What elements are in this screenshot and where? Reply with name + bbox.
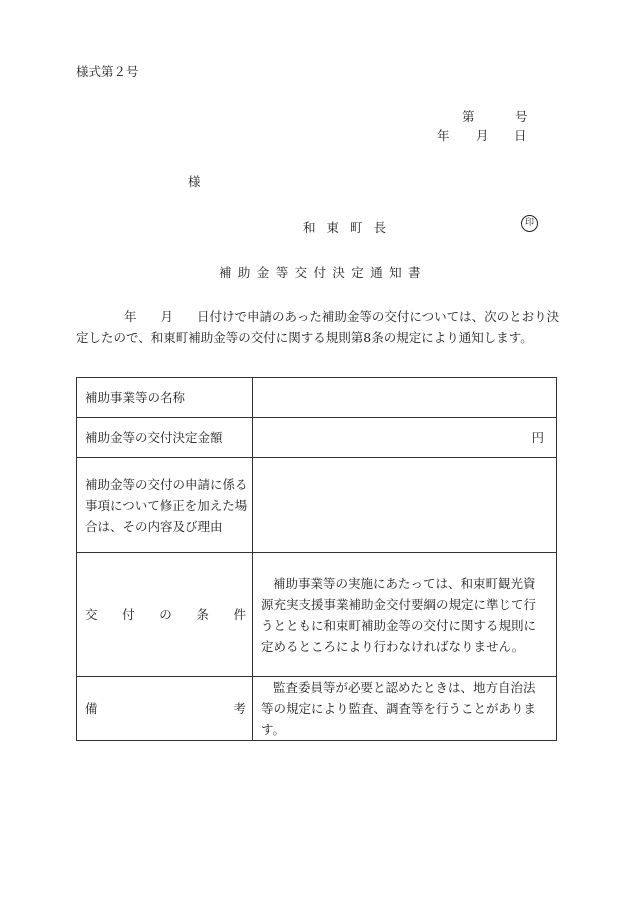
notice-body <box>76 306 560 348</box>
label-char: 件 <box>233 607 246 622</box>
recipient-honorific: 様 <box>188 174 201 189</box>
label-char: 付 <box>122 607 135 622</box>
label-char: の <box>159 607 172 622</box>
table-row-label: 補助金等の交付決定金額 <box>77 418 253 458</box>
table-row <box>77 553 557 677</box>
notice-body-line-2: 定したので、和東町補助金等の交付に関する規則第8条の規定により通知します。 <box>76 330 533 345</box>
table-row-label: 補助事業等の名称 <box>77 378 253 418</box>
date-day-label: 日 <box>514 128 527 143</box>
issuer-title: 和東町長 <box>303 220 398 235</box>
remarks-text: 監査委員等が必要と認めたときは、地方自治法等の規定により監査、調査等を行うことがあります。 <box>253 677 557 741</box>
table-row <box>77 458 557 553</box>
table-row-value <box>253 458 557 553</box>
seal-mark: 印 <box>521 215 538 232</box>
label-char: 備 <box>85 701 98 716</box>
decision-table <box>76 377 557 741</box>
number-label-dai: 第 <box>462 109 475 124</box>
date-year-label: 年 <box>437 128 450 143</box>
document-title: 補助金等交付決定通知書 <box>219 265 427 280</box>
amount-unit: 円 <box>253 418 557 458</box>
table-row <box>77 378 557 418</box>
table-row-label <box>77 553 253 677</box>
number-label-go: 号 <box>515 109 528 124</box>
conditions-text: 補助事業等の実施にあたっては、和束町観光資源充実支援事業補助金交付要綱の規定に準じて行うとともに和束町補助金等の交付に関する規則に定めるところにより行わなければなりません。 <box>253 553 557 677</box>
label-char: 条 <box>196 607 209 622</box>
table-row <box>77 418 557 458</box>
label-char: 考 <box>233 701 246 716</box>
date-month-label: 月 <box>476 128 489 143</box>
notice-body-line-1: 年 月 日付けで申請のあった補助金等の交付については、次のとおり決 <box>124 309 560 324</box>
table-row-value <box>253 378 557 418</box>
table-row <box>77 677 557 741</box>
table-row-label <box>77 677 253 741</box>
table-row-label: 補助金等の交付の申請に係る事項について修正を加えた場合は、その内容及び理由 <box>77 458 253 553</box>
form-number: 様式第２号 <box>76 64 139 79</box>
label-char: 交 <box>85 607 98 622</box>
